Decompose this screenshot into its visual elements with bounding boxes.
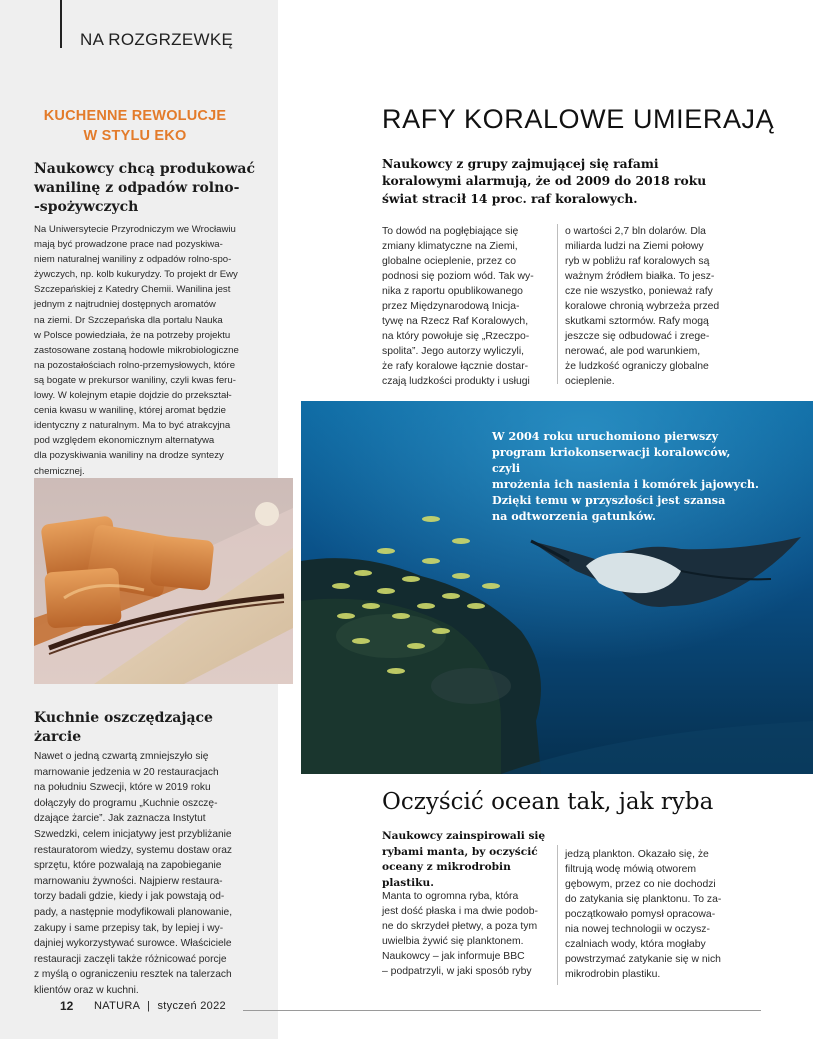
text-line: sprzętu, które pozwalają na zapobieganie — [34, 860, 222, 872]
text-line: Manta to ogromna ryba, która — [382, 891, 519, 902]
text-line: do zatykania się planktonu. To za- — [565, 894, 722, 905]
caramel-photo — [34, 478, 293, 684]
text-line: nerować, ale pod warunkiem, — [565, 346, 701, 357]
text-line: ryb w pobliżu raf koralowych są — [565, 256, 710, 267]
title-line: -spożywczych — [34, 199, 139, 215]
magazine-name: NATURA — [94, 1000, 140, 1012]
issue-date: styczeń 2022 — [157, 1000, 226, 1012]
title-line: wanilinę z odpadów rolno- — [34, 180, 240, 196]
text-line: że rafy koralowe łącznie dostar- — [382, 361, 529, 372]
text-line: Naukowcy – jak informuje BBC — [382, 951, 525, 962]
text-line: pady, a następnie modyfikowali planowanie, — [34, 906, 233, 918]
text-line: jedzą plankton. Okazało się, że — [565, 849, 709, 860]
text-line: że ludzkość ograniczy globalne — [565, 361, 709, 372]
text-line: tywę na Rzecz Raf Koralowych, — [382, 316, 529, 327]
text-line: zastosowane zostaną hodowle mikrobiologiczne — [34, 344, 239, 356]
text-line: na pozostałościach rolno-przemysłowych, które — [34, 359, 236, 371]
text-line: Nawet o jedną czwartą zmniejszyło się — [34, 751, 209, 762]
caption-line: na odtworzenia gatunków. — [492, 509, 656, 524]
text-line: lowy. W kolejnym etapie dojdzie do przekształ- — [34, 390, 232, 402]
text-line: mają być prowadzone prace nad pozyskiwa- — [34, 239, 223, 251]
text-line: są bogate w prekursor waniliny, czyli kwas feru- — [34, 374, 236, 386]
text-line: na ziemi. Dr Szczepańska dla portalu Nauka — [34, 314, 223, 326]
text-line: gębowym, przez co nie dochodzi — [565, 879, 716, 890]
text-line: restauracji zaczęli także różnicować porcje — [34, 953, 227, 965]
text-line: jednym z najtrudniej dostępnych aromatów — [34, 299, 216, 311]
text-line: na południu Szwecji, które w 2019 roku — [34, 782, 211, 794]
coral-column-2 — [565, 224, 745, 389]
text-line: Na Uniwersytecie Przyrodniczym we Wrocławiu — [34, 224, 236, 235]
section-label: NA ROZGRZEWKĘ — [80, 30, 234, 49]
kicker-line: KUCHENNE REWOLUCJE — [43, 108, 227, 124]
text-line: powstrzymać zatykanie się w nich — [565, 954, 721, 965]
caption-line: mrożenia ich nasienia i komórek jajowych. — [492, 477, 759, 492]
text-line: cenia kwasu w wanilinę, której aromat będzie — [34, 405, 226, 417]
manta-lead — [382, 829, 552, 892]
kitchens-article-body — [34, 749, 252, 999]
text-line: torzy badali gdzie, kiedy i jak powstają od- — [34, 891, 225, 903]
footer-rule — [243, 1010, 761, 1011]
lead-line: rybami manta, by oczyścić — [382, 845, 538, 858]
text-line: czają ludzkości produkty i usługi — [382, 376, 530, 387]
caption-line: Dzięki temu w przyszłości jest szansa — [492, 493, 726, 508]
coral-column-1 — [382, 224, 554, 389]
page-number: 12 — [60, 999, 74, 1013]
manta-headline: Oczyścić ocean tak, jak ryba — [382, 789, 714, 815]
footer-magazine — [94, 1000, 226, 1012]
text-line: dla pozyskiwania waniliny na drodze syntezy — [34, 450, 224, 462]
text-line: identyczny z naturalnym. Ma to być atrakcyjna — [34, 420, 231, 432]
text-line: czalniach wody, która mogłaby — [565, 939, 706, 950]
kitchens-article-title — [34, 709, 213, 747]
text-line: przez Międzynarodową Inicja- — [382, 301, 520, 312]
column-divider — [557, 224, 558, 384]
text-line: nia nowej technologii w oczysz- — [565, 924, 710, 935]
text-line: jest dość płaska i ma dwie podob- — [382, 906, 538, 917]
text-line: skutkami sztormów. Rafy mogą — [565, 316, 709, 327]
text-line: zakupy i same przepisy tak, by lepiej i wy- — [34, 922, 224, 934]
text-line: cze nie wszystko, ponieważ rafy — [565, 286, 713, 297]
lead-line: świat stracił 14 proc. raf koralowych. — [382, 190, 638, 206]
text-line: dołączyły do programu „Kuchnie oszczę- — [34, 797, 218, 809]
text-line: ocieplenie. — [565, 376, 615, 387]
text-line: chemicznej. — [34, 465, 85, 477]
caption-line: program kriokonserwacji koralowców, czyli — [492, 445, 731, 476]
text-line: restauratorom wiedzy, systemu dostaw oraz — [34, 844, 232, 856]
text-line: filtrują wodę mówią otworem — [565, 864, 697, 875]
sidebar-kicker — [30, 106, 240, 146]
text-line: Szwedzki, celem inicjatywy jest przybliżanie — [34, 828, 232, 840]
text-line: uwielbia żywić się planktonem. — [382, 936, 524, 947]
text-line: w Polsce powiedziała, że na potrzeby projektu — [34, 329, 231, 341]
lead-line: Naukowcy z grupy zajmującej się rafami — [382, 156, 659, 171]
manta-column-1 — [382, 889, 554, 979]
kicker-line: W STYLU EKO — [83, 128, 187, 144]
manta-column-2 — [565, 847, 745, 982]
text-line: podnosi się poziom wód. Tak wy- — [382, 271, 534, 282]
text-line: nika z raportu opublikowanego — [382, 286, 523, 297]
text-line: ne do skrzydeł płetwy, a poza tym — [382, 921, 538, 932]
text-line: Szczepańskiej z Katedry Chemii. Wanilina jest — [34, 284, 231, 296]
text-line: dajniej wykorzystywać surowce. Właściciele — [34, 938, 232, 950]
text-line: zmiany klimatyczne na Ziemi, — [382, 241, 518, 252]
title-line: Naukowcy chcą produkować — [34, 161, 255, 177]
lead-line: Naukowcy zainspirowali się — [382, 830, 546, 842]
vanillin-article-title — [34, 160, 255, 217]
text-line: o wartości 2,7 bln dolarów. Dla — [565, 226, 706, 237]
caption-line: W 2004 roku uruchomiono pierwszy — [492, 429, 719, 443]
text-line: początkowało pomysł opracowa- — [565, 909, 716, 920]
text-line: z myślą o ograniczeniu resztek na talerzach — [34, 969, 232, 981]
lead-line: oceany z mikrodrobin plastiku. — [382, 861, 511, 890]
text-line: mikrodrobin plastiku. — [565, 969, 661, 980]
footer-separator: | — [146, 1000, 151, 1012]
title-line: żarcie — [34, 729, 82, 745]
text-line: koralowe chronią wybrzeża przed — [565, 301, 720, 312]
text-line: jeszcze się odbudować i zrege- — [565, 331, 710, 342]
text-line: dzające żarcie”. Jak zaznacza Instytut — [34, 813, 206, 825]
text-line: pod względem ekonomicznym alternatywa — [34, 435, 215, 447]
coral-lead — [382, 155, 712, 207]
text-line: żywczych, np. kolb kukurydzy. To projekt dr Ewy — [34, 269, 238, 281]
text-line: – podpatrzyli, w jaki sposób ryby — [382, 966, 532, 977]
text-line: miliarda ludzi na Ziemi połowy — [565, 241, 704, 252]
text-line: globalne ocieplenie, przez co — [382, 256, 517, 267]
text-line: niem naturalnej waniliny z odpadów rolno-spo- — [34, 254, 232, 266]
text-line: To dowód na pogłębiające się — [382, 226, 519, 237]
text-line: klientów oraz w kuchni. — [34, 984, 139, 996]
column-divider — [557, 845, 558, 985]
coral-headline: RAFY KORALOWE UMIERAJĄ — [382, 104, 775, 134]
vanillin-article-body — [34, 222, 252, 479]
text-line: marnowanie jedzenia w 20 restauracjach — [34, 766, 219, 778]
lead-line: koralowymi alarmują, że od 2009 do 2018 roku — [382, 173, 707, 189]
text-line: na który powołuje się „Rzeczpo- — [382, 331, 530, 342]
text-line: marnowaniu żywności. Najpierw restaura- — [34, 875, 223, 887]
photo-caption — [492, 428, 762, 525]
text-line: spolita”. Jego autorzy wyliczyli, — [382, 346, 525, 357]
section-rule — [60, 0, 62, 48]
text-line: ważnym źródłem białka. To jesz- — [565, 271, 715, 282]
title-line: Kuchnie oszczędzające — [34, 710, 213, 726]
